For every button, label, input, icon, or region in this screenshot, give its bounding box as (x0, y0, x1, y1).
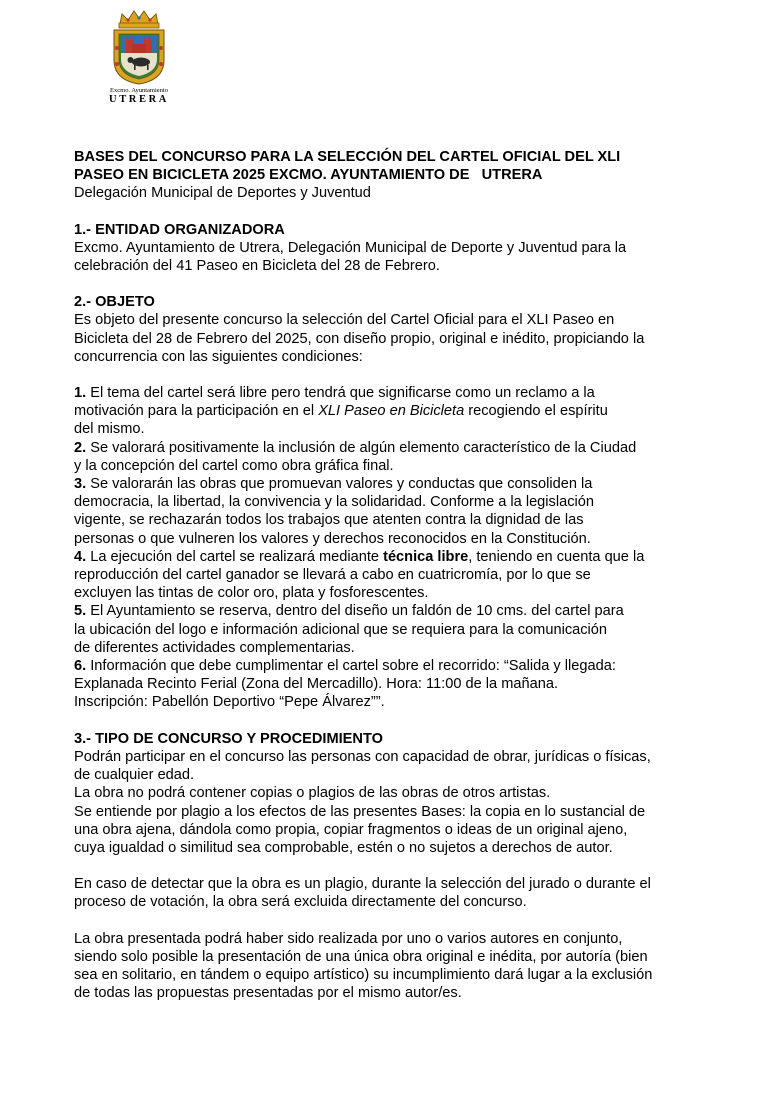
item-text: democracia, la libertad, la convivencia y la solidaridad. Conforme a la legislación (74, 494, 594, 511)
section-2-line: Es objeto del presente concurso la selección del Cartel Oficial para el XLI Paseo en (74, 312, 615, 329)
section-3-line: La obra presentada podrá haber sido realizada por uno o varios autores en conjunto, (74, 930, 623, 947)
item-text: del mismo. (74, 421, 145, 438)
item-number: 1. (74, 385, 87, 402)
section-3-line: proceso de votación, la obra será excluida directamente del concurso. (74, 894, 527, 911)
section-3-line: una obra ajena, dándola como propia, copiar fragmentos o ideas de un original ajeno, (74, 821, 628, 838)
item-text: la ubicación del logo e información adicional que se requiera para la comunicación (74, 621, 607, 638)
section-1-line: celebración del 41 Paseo en Bicicleta del 28 de Febrero. (74, 258, 440, 275)
section-2-line: concurrencia con las siguientes condiciones: (74, 348, 363, 365)
item-text: Inscripción: Pabellón Deportivo “Pepe Álvarez””. (74, 694, 385, 711)
item-text: reproducción del cartel ganador se llevará a cabo en cuatricromía, por lo que se (74, 567, 591, 584)
document-body (74, 148, 699, 1002)
section-2-heading: 2.- OBJETO (74, 294, 155, 311)
condition-item-3 (74, 475, 699, 548)
item-text: Explanada Recinto Ferial (Zona del Mercadillo). Hora: 11:00 de la mañana. (74, 676, 559, 693)
item-text: El Ayuntamiento se reserva, dentro del diseño un faldón de 10 cms. del cartel para (86, 603, 624, 620)
section-3-heading: 3.- TIPO DE CONCURSO Y PROCEDIMIENTO (74, 730, 383, 747)
item-number: 3. (74, 476, 87, 493)
item-text: , teniendo en cuenta que la (468, 548, 645, 565)
section-1-heading: 1.- ENTIDAD ORGANIZADORA (74, 221, 285, 238)
item-text: motivación para la participación en el (74, 403, 319, 420)
seal-town-name: UTRERA (109, 94, 169, 105)
section-3-line: Se entiende por plagio a los efectos de las presentes Bases: la copia en lo sustancial de (74, 803, 646, 820)
item-number: 6. (74, 658, 87, 675)
condition-item-1 (74, 384, 699, 439)
section-3-line: cuya igualdad o similitud sea comprobable, estén o no sujetos a derechos de autor. (74, 839, 613, 856)
item-number: 2. (74, 439, 87, 456)
section-3-line: La obra no podrá contener copias o plagios de las obras de otros artistas. (74, 785, 551, 802)
section-3-line: siendo solo posible la presentación de una única obra original e inédita, por autoría (bien (74, 948, 648, 965)
section-3-line: Podrán participar en el concurso las personas con capacidad de obrar, jurídicas o físicas, (74, 748, 651, 765)
item-text: El tema del cartel será libre pero tendrá que significarse como un reclamo a la (86, 385, 595, 402)
item-text: y la concepción del cartel como obra gráfica final. (74, 457, 394, 474)
condition-item-5 (74, 602, 699, 657)
section-objeto (74, 293, 699, 711)
section-1-line: Excmo. Ayuntamiento de Utrera, Delegación Municipal de Deporte y Juventud para la (74, 239, 627, 256)
item-text: Información que debe cumplimentar el cartel sobre el recorrido: “Salida y llegada: (86, 658, 616, 675)
title-line-2: PASEO EN BICICLETA 2025 EXCMO. AYUNTAMIENTO DE UTRERA (74, 167, 543, 184)
item-number: 5. (74, 603, 87, 620)
section-entidad-organizadora (74, 221, 699, 276)
item-bold-text: técnica libre (383, 548, 469, 565)
document-title (74, 148, 699, 203)
item-text: de diferentes actividades complementarias. (74, 639, 355, 656)
item-text: Se valorará positivamente la inclusión de algún elemento característico de la Ciudad (86, 439, 637, 456)
coat-of-arms-icon (108, 8, 170, 86)
title-line-1: BASES DEL CONCURSO PARA LA SELECCIÓN DEL CARTEL OFICIAL DEL XLI (74, 149, 621, 165)
item-text: Se valorarán las obras que promuevan valores y conductas que consoliden la (86, 476, 593, 493)
item-text: La ejecución del cartel se realizará mediante (86, 548, 384, 565)
municipal-seal (104, 8, 174, 112)
condition-item-4 (74, 548, 699, 603)
condition-item-6 (74, 657, 699, 712)
section-tipo-de-concurso (74, 730, 699, 1003)
item-text: vigente, se rechazarán todos los trabajos que atenten contra la dignidad de las (74, 512, 584, 529)
item-text: recogiendo el espíritu (464, 403, 608, 420)
document-subtitle: Delegación Municipal de Deportes y Juventud (74, 185, 371, 202)
seal-caption: Excmo. Ayuntamiento (110, 87, 168, 94)
section-3-line: sea en solitario, en tándem o equipo artístico) su incumplimiento dará lugar a la exclusión (74, 966, 653, 983)
section-2-line: Bicicleta del 28 de Febrero del 2025, con diseño propio, original e inédito, propiciando la (74, 330, 645, 347)
item-italic-text: XLI Paseo en Bicicleta (318, 403, 465, 420)
section-3-line: de cualquier edad. (74, 767, 195, 784)
section-3-line: En caso de detectar que la obra es un plagio, durante la selección del jurado o durante el (74, 876, 651, 893)
item-text: excluyen las tintas de color oro, plata y fosforescentes. (74, 585, 429, 602)
item-number: 4. (74, 548, 87, 565)
condition-item-2 (74, 439, 699, 475)
item-text: personas o que vulneren los valores y derechos reconocidos en la Constitución. (74, 530, 591, 547)
section-3-line: de todas las propuestas presentadas por el mismo autor/es. (74, 985, 462, 1002)
